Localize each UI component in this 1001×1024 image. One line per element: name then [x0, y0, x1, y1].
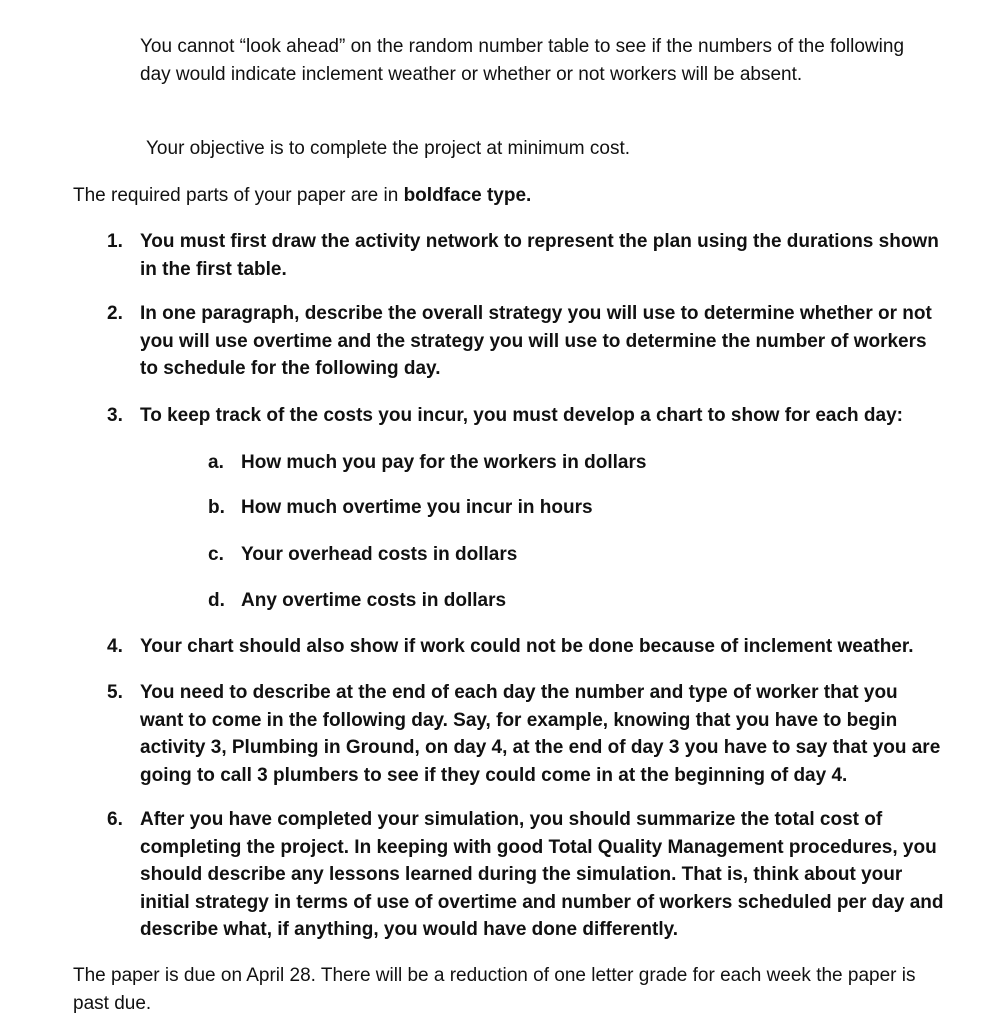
- list-item-number: 2.: [107, 303, 123, 324]
- list-item-text: Your chart should also show if work could not be done because of inclement weather.: [140, 636, 914, 657]
- due-date-paragraph: The paper is due on April 28. There will be a reduction of one letter grade for each week the paper is past due.: [73, 965, 916, 1014]
- list-item-number: 4.: [107, 636, 123, 657]
- sub-item-d: [208, 587, 908, 615]
- sub-item-b: [208, 494, 908, 522]
- list-item-text: To keep track of the costs you incur, you must develop a chart to show for each day:: [140, 405, 903, 426]
- list-item-number: 1.: [107, 231, 123, 252]
- list-item-1: [107, 228, 947, 283]
- sub-item-letter: a.: [208, 452, 224, 473]
- list-item-text: After you have completed your simulation, you should summarize the total cost of completing the project. In keeping with good Total Quality Management procedures, you should describe any lessons learned during the simulation. That is, think about your initial strategy in terms of use of overtime and number of workers scheduled per day and describe what, if anything, you would have done differently.: [140, 809, 944, 940]
- objective-paragraph: Your objective is to complete the project at minimum cost.: [146, 138, 631, 159]
- sub-item-text: How much you pay for the workers in dollars: [241, 452, 647, 473]
- sub-item-text: Your overhead costs in dollars: [241, 544, 518, 565]
- list-item-5: [107, 679, 947, 789]
- sub-item-text: Any overtime costs in dollars: [241, 590, 507, 611]
- sub-item-a: [208, 449, 908, 477]
- sub-item-text: How much overtime you incur in hours: [241, 497, 593, 518]
- look-ahead-paragraph: You cannot “look ahead” on the random number table to see if the numbers of the following day would indicate inclement weather or whether or not workers will be absent.: [140, 36, 905, 85]
- sub-item-c: [208, 541, 908, 569]
- list-item-6: [107, 806, 947, 944]
- required-prefix: The required parts of your paper are in: [73, 185, 404, 206]
- list-item-number: 6.: [107, 809, 123, 830]
- list-item-text: In one paragraph, describe the overall strategy you will use to determine whether or not you will use overtime and the strategy you will use to determine the number of workers to schedule for the following day.: [140, 303, 932, 379]
- required-bold-text: boldface type.: [403, 185, 532, 206]
- sub-item-letter: c.: [208, 544, 224, 565]
- list-item-number: 5.: [107, 682, 123, 703]
- sub-item-letter: d.: [208, 590, 225, 611]
- list-item-2: [107, 300, 947, 383]
- sub-item-letter: b.: [208, 497, 225, 518]
- list-item-number: 3.: [107, 405, 123, 426]
- list-item-4: [107, 633, 947, 661]
- required-parts-paragraph: [73, 182, 953, 210]
- list-item-text: You need to describe at the end of each day the number and type of worker that you want to come in the following day. Say, for example, knowing that you have to begin activity 3, Plumbing in Ground, on day 4, at the end of day 3 you have to say that you are going to call 3 plumbers to see if they could come in at the beginning of day 4.: [140, 682, 941, 786]
- list-item-3: [107, 402, 947, 430]
- list-item-text: You must first draw the activity network to represent the plan using the durations shown in the first table.: [140, 231, 939, 280]
